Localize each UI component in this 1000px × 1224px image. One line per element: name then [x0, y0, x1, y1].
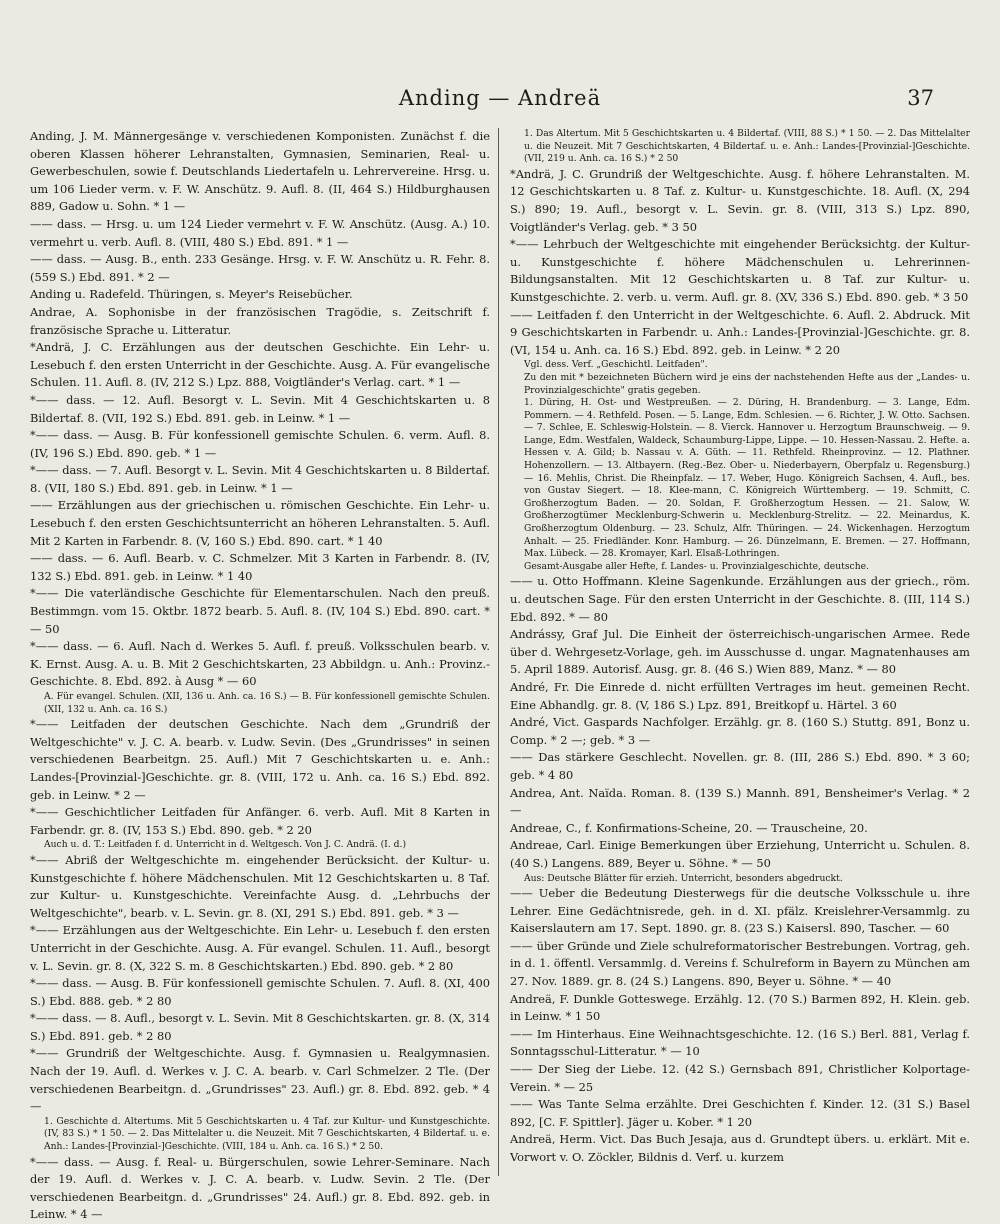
right-column: [510, 128, 970, 1178]
catalog-entry: *—— dass. — 12. Aufl. Besorgt v. L. Sevin. Mit 4 Geschichtskarten u. 8 Bildertaf. 8. (VII, 192 S.) Ebd. 891. geb. in Leinw. * 1 —: [30, 392, 490, 425]
catalog-entry: Gesamt-Ausgabe aller Hefte, f. Landes- u. Provinzialgeschichte, deutsche.: [524, 560, 869, 572]
catalog-entry: André, Vict. Gaspards Nachfolger. Erzählg. gr. 8. (160 S.) Stuttg. 891, Bonz u. Comp. * 2 —; geb. * 3 —: [510, 715, 970, 747]
catalog-entry: —— Was Tante Selma erzählte. Drei Geschichten f. Kinder. 12. (31 S.) Basel 892, [C. F. Spittler]. Jäger u. Kober. * 1 20: [510, 1097, 970, 1129]
catalog-entry: *—— dass. — 6. Aufl. Nach d. Werkes 5. Aufl. f. preuß. Volksschulen bearb. v. K. Ernst. Ausg. A. u. B. Mit 2 Geschichtskarten, 23 Abbildgn. u. Anh.: Provinz.-Geschichte. 8. Ebd. 892. à Ausg * — 60: [30, 639, 490, 689]
catalog-entry: *—— Leitfaden der deutschen Geschichte. Nach dem „Grundriß der Weltgeschichte" v. J. C. A. bearb. v. Ludw. Sevin. (Des „Grundrisses" in seinen verschiedenen Bearbeitgn. 25. Aufl.) Mit 7 Geschichtskarten u. e. Anh.: Landes-[Provinzial-]Geschichte. gr. 8. (VIII, 172 u. Anh. ca. 16 S.) Ebd. 892. geb. in Leinw. * 2 —: [30, 717, 490, 802]
catalog-entry: —— Im Hinterhaus. Eine Weihnachtsgeschichte. 12. (16 S.) Berl. 881, Verlag f. Sonntagsschul-Litteratur. * — 10: [510, 1026, 970, 1059]
left-column: [30, 128, 490, 1222]
catalog-entry: —— Der Sieg der Liebe. 12. (42 S.) Gernsbach 891, Christlicher Kolportage-Verein. * — 25: [510, 1062, 970, 1094]
catalog-entry: Andreä, Herm. Vict. Das Buch Jesaja, aus d. Grundtept übers. u. erklärt. Mit e. Vorwort v. O. Zöckler, Bildnis d. Verf. u. kurzem: [510, 1132, 970, 1164]
catalog-entry: *Andrä, J. C. Erzählungen aus der deutschen Geschichte. Ein Lehr- u. Lesebuch f. den ersten Unterricht in der Geschichte. Ausg. A. Für evangelische Schulen. 11. Aufl. 8. (IV, 212 S.) Lpz. 888, Voigtländer's Verlag. cart. * 1 —: [30, 340, 490, 390]
catalog-entry: Vgl. dess. Verf. „Geschichtl. Leitfaden".: [524, 359, 708, 371]
catalog-entry: Andrae, A. Sophonisbe in der französischen Tragödie, s. Zeitschrift f. französische Sprache u. Litteratur.: [30, 304, 490, 337]
running-header: [0, 86, 1000, 116]
catalog-entry: *—— dass. — Ausg. f. Real- u. Bürgerschulen, sowie Lehrer-Seminare. Nach der 19. Aufl. d. Werkes v. J. C. A. bearb. v. Ludw. Sevin. 2 Tle. (Der verschiedenen Bearbeitgn. d. „Grundrisses" 24. Aufl.) gr. 8. Ebd. 892. geb. in Leinw. * 4 —: [30, 1154, 490, 1222]
catalog-entry: *—— Geschichtlicher Leitfaden für Anfänger. 6. verb. Aufl. Mit 8 Karten in Farbendr. gr. 8. (IV, 153 S.) Ebd. 890. geb. * 2 20: [30, 805, 490, 837]
catalog-entry: Andreae, Carl. Einige Bemerkungen über Erziehung, Unterricht u. Schulen. 8. (40 S.) Langens. 889, Beyer u. Söhne. * — 50: [510, 838, 970, 870]
catalog-entry: *Andrä, J. C. Grundriß der Weltgeschichte. Ausg. f. höhere Lehranstalten. M. 12 Geschichtskarten u. 8 Taf. z. Kultur- u. Kunstgeschichte. 18. Aufl. (X, 294 S.) 890; 19. Aufl., besorgt v. L. Sevin. gr. 8. (VIII, 313 S.) Lpz. 890, Voigtländer's Verlag. geb. * 3 50: [510, 166, 970, 234]
catalog-entry: *—— Grundriß der Weltgeschichte. Ausg. f. Gymnasien u. Realgymnasien. Nach der 19. Aufl. d. Werkes v. J. C. A. bearb. v. Carl Schmelzer. 2 Tle. (Der verschiedenen Bearbeitgn. d. „Grundrisses" 23. Aufl.) gr. 8. Ebd. 892. geb. * 4 —: [30, 1046, 490, 1114]
catalog-entry: —— dass. — 6. Aufl. Bearb. v. C. Schmelzer. Mit 3 Karten in Farbendr. 8. (IV, 132 S.) Ebd. 891. geb. in Leinw. * 1 40: [30, 551, 490, 583]
page-title: Anding — Andreä: [398, 86, 602, 110]
catalog-entry: 1. Das Altertum. Mit 5 Geschichtskarten u. 4 Bildertaf. (VIII, 88 S.) * 1 50. — 2. Das Mittelalter u. die Neuzeit. Mit 7 Geschichtskarten, 4 Bildertaf. u. e. Anh.: Landes-[Provinzial-]Geschichte. (VII, 219 u. Anh. ca. 16 S.) * 2 50: [524, 128, 970, 165]
catalog-entry: André, Fr. Die Einrede d. nicht erfüllten Vertrages im heut. gemeinen Recht. Eine Abhandlg. gr. 8. (V, 186 S.) Lpz. 891, Breitkopf u. Härtel. 3 60: [510, 679, 970, 712]
catalog-entry: Aus: Deutsche Blätter für erzieh. Unterricht, besonders abgedruckt.: [524, 872, 843, 884]
page-number: 37: [907, 86, 934, 110]
column-divider: [498, 128, 499, 1176]
catalog-entry: —— u. Otto Hoffmann. Kleine Sagenkunde. Erzählungen aus der griech., röm. u. deutschen Sage. Für den ersten Unterricht in der Geschichte. 8. (III, 114 S.) Ebd. 892. * — 80: [510, 574, 970, 624]
catalog-entry: 1. Düring, H. Ost- und Westpreußen. — 2. Düring, H. Brandenburg. — 3. Lange, Edm. Pommern. — 4. Rethfeld. Posen. — 5. Lange, Edm. Schlesien. — 6. Richter, J. W. Otto. Sachsen. — 7. Schlee, E. Schleswig-Holstein. — 8. Vierck. Hannover u. Herzogtum Braunschweig. — 9. Lange, Edm. Westfalen, Waldeck, Schaumburg-Lippe, Lippe. — 10. Hessen-Nassau. 2. Hefte. a. Hessen v. A. Gild; b. Nassau v. A. Güth. — 11. Rethfeld. Rheinprovinz. — 12. Plathner. Hohenzollern. — 13. Altbayern. (Reg.-Bez. Ober- u. Niederbayern, Oberpfalz u. Regensburg.) — 16. Mehlis, Christ. Die Rheinpfalz. — 17. Weber, Hugo. Königreich Sachsen, 4. Aufl., bes. von Gustav Siegert. — 18. Klee-mann, C. Königreich Württemberg. — 19. Schmitt, C. Großherzogtum Baden. — 20. Soldan, F. Großherzogtum Hessen. — 21. Salow, W. Großherzogtümer Mecklenburg-Schwerin u. Mecklenburg-Strelitz. — 22. Meinardus, K. Großherzogtum Oldenburg. — 23. Schulz, Alfr. Thüringen. — 24. Wickenhagen. Herzogtum Anhalt. — 25. Friedländer. Konr. Hamburg. — 26. Dünzelmann, E. Bremen. — 27. Hoffmann, Max. Lübeck. — 28. Kromayer, Karl. Elsaß-Lothringen.: [524, 397, 970, 560]
catalog-entry: Zu den mit * bezeichneten Büchern wird je eins der nachstehenden Hefte aus der „Landes- u. Provinzialgeschichte" gratis gegeben.: [524, 371, 970, 396]
catalog-entry: *—— dass. — Ausg. B. Für konfessionell gemischte Schulen. 6. verm. Aufl. 8. (IV, 196 S.) Ebd. 890. geb. * 1 —: [30, 428, 490, 460]
catalog-entry: *—— Erzählungen aus der Weltgeschichte. Ein Lehr- u. Lesebuch f. den ersten Unterricht in der Geschichte. Ausg. A. Für evangel. Schulen. 11. Aufl., besorgt v. L. Sevin. gr. 8. (X, 322 S. m. 8 Geschichtskarten.) Ebd. 890. geb. * 2 80: [30, 923, 490, 973]
catalog-entry: *—— dass. — Ausg. B. Für konfessionell gemischte Schulen. 7. Aufl. 8. (XI, 400 S.) Ebd. 888. geb. * 2 80: [30, 976, 490, 1008]
catalog-entry: —— Erzählungen aus der griechischen u. römischen Geschichte. Ein Lehr- u. Lesebuch f. den ersten Geschichtsunterricht an höheren Lehranstalten. 5. Aufl. Mit 2 Karten in Farbendr. 8. (V, 160 S.) Ebd. 890. cart. * 1 40: [30, 498, 490, 548]
catalog-entry: Auch u. d. T.: Leitfaden f. d. Unterricht in d. Weltgesch. Von J. C. Andrä. (I. d.): [44, 839, 407, 851]
catalog-entry: *—— Abriß der Weltgeschichte m. eingehender Berücksicht. der Kultur- u. Kunstgeschichte f. höhere Mädchenschulen. Mit 12 Geschichtskarten u. 8 Taf. zur Kultur- u. Kunstgeschichte. Vereinfachte Ausg. d. „Lehrbuchs der Weltgeschichte", bearb. v. L. Sevin. gr. 8. (XI, 291 S.) Ebd. 891. geb. * 3 —: [30, 852, 490, 920]
catalog-entry: Andrea, Ant. Naïda. Roman. 8. (139 S.) Mannh. 891, Bensheimer's Verlag. * 2 —: [510, 785, 970, 818]
catalog-entry: —— Das stärkere Geschlecht. Novellen. gr. 8. (III, 286 S.) Ebd. 890. * 3 60; geb. * 4 80: [510, 750, 970, 782]
catalog-entry: —— dass. — Hrsg. u. um 124 Lieder vermehrt v. F. W. Anschütz. (Ausg. A.) 10. vermehrt u. verb. Aufl. 8. (VIII, 480 S.) Ebd. 891. * 1 —: [30, 216, 490, 249]
catalog-entry: Anding, J. M. Männergesänge v. verschiedenen Komponisten. Zunächst f. die oberen Klassen höherer Lehranstalten, Gymnasien, Seminarien, Real- u. Gewerbeschulen, sowie f. Deutschlands Liedertafeln u. Lehrervereine. Hrsg. u. um 106 Lieder verm. v. F. W. Anschütz. 9. Aufl. 8. (II, 464 S.) Hildburghausen 889, Gadow u. Sohn. * 1 —: [30, 129, 490, 214]
catalog-entry: —— Ueber die Bedeutung Diesterwegs für die deutsche Volksschule u. ihre Lehrer. Eine Gedächtnisrede, geh. in d. XI. pfälz. Kreislehrer-Versammlg. zu Kaiserslautern am 17. Sept. 1890. gr. 8. (23 S.) Kaisersl. 890, Tascher. — 60: [510, 886, 970, 936]
catalog-entry: Andreä, F. Dunkle Gotteswege. Erzählg. 12. (70 S.) Barmen 892, H. Klein. geb. in Leinw. * 1 50: [510, 991, 970, 1024]
catalog-entry: *—— dass. — 8. Aufl., besorgt v. L. Sevin. Mit 8 Geschichtskarten. gr. 8. (X, 314 S.) Ebd. 891. geb. * 2 80: [30, 1011, 490, 1043]
catalog-entry: *—— Lehrbuch der Weltgeschichte mit eingehender Berücksichtg. der Kultur- u. Kunstgeschichte f. höhere Mädchenschulen u. Lehrerinnen-Bildungsanstalten. Mit 12 Geschichtskarten u. 8 Taf. zur Kultur- u. Kunstgeschichte. 2. verb. u. verm. Aufl. gr. 8. (XV, 336 S.) Ebd. 890. geb. * 3 50: [510, 237, 970, 304]
catalog-entry: Andreae, C., f. Konfirmations-Scheine, 20. — Trauscheine, 20.: [510, 820, 868, 835]
catalog-entry: *—— Die vaterländische Geschichte für Elementarschulen. Nach den preuß. Bestimmgn. vom 15. Oktbr. 1872 bearb. 5. Aufl. 8. (IV, 104 S.) Ebd. 890. cart. * — 50: [30, 586, 490, 636]
catalog-entry: Andrássy, Graf Jul. Die Einheit der österreichisch-ungarischen Armee. Rede über d. Wehrgesetz-Vorlage, geh. im Ausschusse d. ungar. Magnatenhauses am 5. April 1889. Autorisf. Ausg. gr. 8. (46 S.) Wien 889, Manz. * — 80: [510, 627, 970, 677]
catalog-entry: A. Für evangel. Schulen. (XII, 136 u. Anh. ca. 16 S.) — B. Für konfessionell gemischte Schulen. (XII, 132 u. Anh. ca. 16 S.): [44, 691, 490, 715]
catalog-entry: —— Leitfaden f. den Unterricht in der Weltgeschichte. 6. Aufl. 2. Abdruck. Mit 9 Geschichtskarten in Farbendr. u. Anh.: Landes-[Provinzial-]Geschichte. gr. 8. (VI, 154 u. Anh. ca. 16 S.) Ebd. 892. geb. in Leinw. * 2 20: [510, 307, 970, 357]
catalog-entry: 1. Geschichte d. Altertums. Mit 5 Geschichtskarten u. 4 Taf. zur Kultur- und Kunstgeschichte. (IV, 83 S.) * 1 50. — 2. Das Mittelalter u. die Neuzeit. Mit 7 Geschichtskarten, 4 Bildertaf. u. e. Anh.: Landes-[Provinzial-]Geschichte. (VIII, 184 u. Anh. ca. 16 S.) * 2 50.: [44, 1115, 490, 1153]
catalog-entry: *—— dass. — 7. Aufl. Besorgt v. L. Sevin. Mit 4 Geschichtskarten u. 8 Bildertaf. 8. (VII, 180 S.) Ebd. 891. geb. in Leinw. * 1 —: [30, 463, 490, 495]
catalog-entry: —— dass. — Ausg. B., enth. 233 Gesänge. Hrsg. v. F. W. Anschütz u. R. Fehr. 8. (559 S.) Ebd. 891. * 2 —: [30, 252, 490, 284]
catalog-entry: —— über Gründe und Ziele schulreformatorischer Bestrebungen. Vortrag, geh. in d. 1. öffentl. Versammlg. d. Vereins f. Schulreform in Bayern zu München am 27. Nov. 1889. gr. 8. (24 S.) Langens. 890, Beyer u. Söhne. * — 40: [510, 938, 970, 989]
catalog-entry: Anding u. Radefeld. Thüringen, s. Meyer's Reisebücher.: [30, 287, 353, 302]
